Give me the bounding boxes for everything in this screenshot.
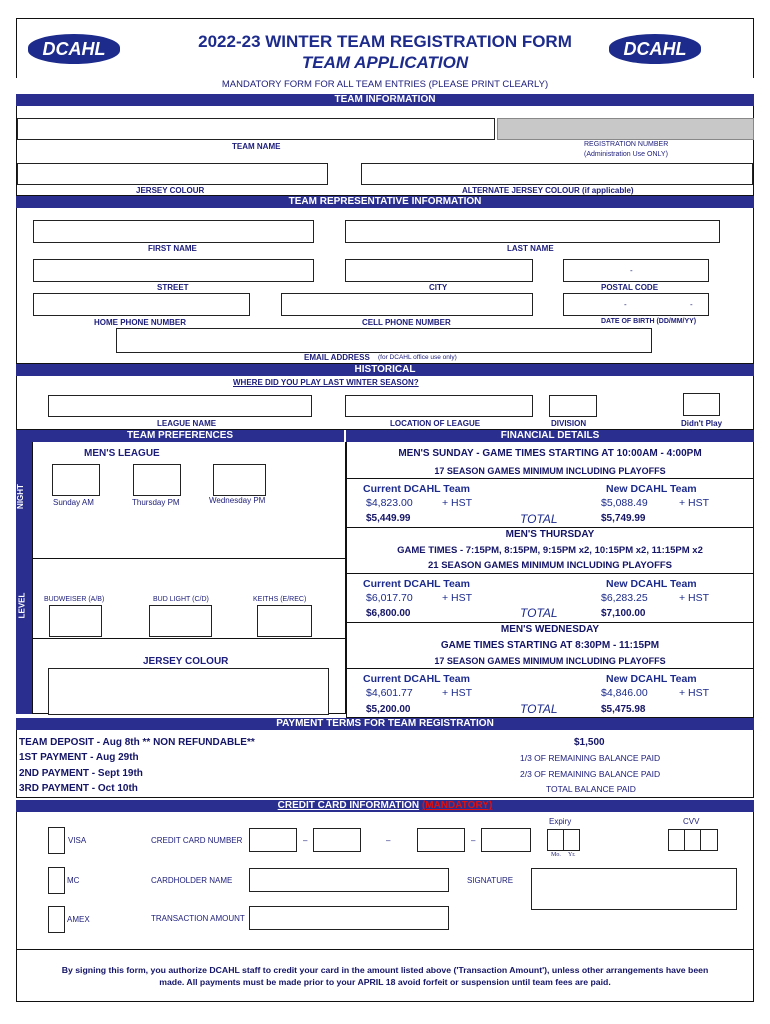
league-location-input[interactable]	[345, 395, 533, 417]
amex-label: AMEX	[67, 915, 90, 924]
cvv-digit-3[interactable]	[700, 829, 718, 851]
sunday-current-total: $5,449.99	[366, 513, 411, 524]
alt-jersey-colour-label: ALTERNATE JERSEY COLOUR (if applicable)	[462, 186, 634, 195]
postal-code-input[interactable]	[563, 259, 709, 282]
credit-card-title: CREDIT CARD INFORMATION	[277, 800, 420, 811]
team-name-label: TEAM NAME	[232, 142, 281, 151]
sunday-new-total: $5,749.99	[601, 513, 646, 524]
dob-dash-1: -	[624, 300, 627, 309]
payment-row-3-label: 3RD PAYMENT - Oct 10th	[19, 783, 138, 794]
level-keiths-checkbox[interactable]	[257, 605, 312, 637]
thursday-divider	[346, 573, 754, 574]
payment-row-2-value: 2/3 OF REMAINING BALANCE PAID	[520, 769, 661, 779]
team-preferences-header: TEAM PREFERENCES	[16, 430, 344, 442]
expiry-label: Expiry	[549, 817, 572, 826]
visa-label: VISA	[68, 836, 87, 845]
team-info-header: TEAM INFORMATION	[16, 94, 754, 106]
payment-row-0-value: $1,500	[574, 737, 605, 748]
postal-dash: -	[630, 266, 633, 275]
sunday-new-hst: + HST	[679, 497, 710, 509]
cvv-digit-1[interactable]	[668, 829, 685, 851]
thursday-current-hst: + HST	[442, 592, 473, 604]
historical-header: HISTORICAL	[16, 364, 754, 376]
thursday-end-line	[346, 622, 754, 623]
card-number-label: CREDIT CARD NUMBER	[151, 836, 243, 845]
dcahl-logo-right	[609, 34, 701, 64]
sunday-header: MEN'S SUNDAY - GAME TIMES STARTING AT 10:00AM - 4:00PM	[398, 448, 702, 459]
street-label: STREET	[157, 283, 189, 292]
sunday-total-label: TOTAL	[520, 512, 558, 526]
home-phone-input[interactable]	[33, 293, 250, 316]
wednesday-sub: 17 SEASON GAMES MINIMUM INCLUDING PLAYOFFS	[434, 656, 666, 666]
thursday-total-label: TOTAL	[520, 606, 558, 620]
sunday-new-price: $5,088.49	[601, 497, 648, 509]
wednesday-current-label: Current DCAHL Team	[363, 673, 470, 685]
postal-code-label: POSTAL CODE	[601, 283, 659, 292]
home-phone-label: HOME PHONE NUMBER	[94, 318, 187, 327]
team-name-input[interactable]	[17, 118, 495, 140]
sunday-current-hst: + HST	[442, 497, 473, 509]
level-keiths-label: KEITHS (E/REC)	[253, 596, 307, 603]
last-name-input[interactable]	[345, 220, 720, 243]
page-subtitle: TEAM APPLICATION	[301, 53, 469, 72]
wednesday-new-hst: + HST	[679, 687, 710, 699]
league-name-input[interactable]	[48, 395, 312, 417]
sunday-new-label: New DCAHL Team	[606, 483, 697, 495]
transaction-amount-label: TRANSACTION AMOUNT	[151, 914, 245, 923]
footer-frame	[16, 950, 754, 1002]
night-thursday-label: Thursday PM	[132, 498, 180, 507]
registration-number-field	[497, 118, 754, 140]
thursday-times: GAME TIMES - 7:15PM, 8:15PM, 9:15PM x2, 10:15PM x2, 11:15PM x2	[397, 545, 703, 556]
mandatory-note: MANDATORY FORM FOR ALL TEAM ENTRIES (PLEASE PRINT CLEARLY)	[221, 79, 549, 90]
thursday-new-price: $6,283.25	[601, 592, 648, 604]
cardholder-input[interactable]	[249, 868, 449, 892]
reg-number-sub: (Administration Use ONLY)	[584, 151, 668, 158]
cvv-label: CVV	[683, 817, 700, 826]
level-budweiser-checkbox[interactable]	[49, 605, 102, 637]
city-input[interactable]	[345, 259, 533, 282]
wednesday-new-label: New DCAHL Team	[606, 673, 697, 685]
signature-input[interactable]	[531, 868, 737, 910]
night-label: NIGHT	[15, 484, 25, 509]
expiry-year-input[interactable]	[563, 829, 580, 851]
thursday-sub: 21 SEASON GAMES MINIMUM INCLUDING PLAYOFFS	[427, 560, 673, 571]
cvv-digit-2[interactable]	[684, 829, 701, 851]
wednesday-header: MEN'S WEDNESDAY	[500, 624, 600, 635]
page-title: 2022-23 WINTER TEAM REGISTRATION FORM	[198, 32, 572, 51]
dcahl-logo-left	[28, 34, 120, 64]
first-name-label: FIRST NAME	[148, 244, 197, 253]
payment-row-3-value: TOTAL BALANCE PAID	[546, 784, 636, 794]
email-note: (for DCAHL office use only)	[378, 354, 457, 361]
mc-label: MC	[67, 876, 80, 885]
authorization-line-2: made. All payments must be made prior to your APRIL 18 avoid forfeit or suspension until team fees are paid.	[159, 977, 611, 987]
expiry-yr-label: Yr.	[568, 852, 576, 858]
cell-phone-input[interactable]	[281, 293, 533, 316]
cardholder-label: CARDHOLDER NAME	[151, 876, 233, 885]
preferences-divider-2	[32, 638, 345, 639]
dob-label: DATE OF BIRTH (DD/MM/YY)	[601, 318, 697, 325]
wednesday-total-label: TOTAL	[520, 702, 558, 716]
night-thursday-checkbox[interactable]	[133, 464, 181, 496]
first-name-input[interactable]	[33, 220, 314, 243]
thursday-current-total: $6,800.00	[366, 608, 411, 619]
mc-checkbox[interactable]	[48, 867, 65, 894]
city-label: CITY	[429, 283, 448, 292]
expiry-month-input[interactable]	[547, 829, 564, 851]
night-side-bar	[16, 442, 32, 714]
transaction-amount-input[interactable]	[249, 906, 449, 930]
level-budlight-label: BUD LIGHT (C/D)	[153, 596, 209, 603]
night-wednesday-label: Wednesday PM	[209, 496, 266, 505]
level-budweiser-label: BUDWEISER (A/B)	[44, 596, 105, 603]
card-dash-3: –	[471, 836, 476, 845]
preferences-divider-1	[32, 558, 345, 559]
league-name-label: LEAGUE NAME	[157, 419, 217, 428]
wednesday-current-total: $5,200.00	[366, 704, 411, 715]
jersey-colour-label: JERSEY COLOUR	[136, 186, 205, 195]
thursday-header: MEN'S THURSDAY	[505, 529, 595, 540]
card-number-part-4[interactable]	[481, 828, 531, 852]
expiry-mo-label: Mo.	[551, 852, 561, 858]
email-label: EMAIL ADDRESS	[304, 353, 370, 362]
wednesday-divider	[346, 668, 754, 669]
night-wednesday-checkbox[interactable]	[213, 464, 266, 496]
card-number-part-3[interactable]	[417, 828, 465, 852]
reg-number-label: REGISTRATION NUMBER	[584, 141, 669, 148]
night-sunday-checkbox[interactable]	[52, 464, 100, 496]
location-label: LOCATION OF LEAGUE	[390, 419, 481, 428]
sunday-divider	[346, 478, 754, 479]
authorization-line-1: By signing this form, you authorize DCAHL staff to credit your card in the amount listed above ('Transaction Amount'), unless other arrangements have been	[61, 965, 709, 975]
wednesday-new-price: $4,846.00	[601, 687, 648, 699]
payment-row-0-label: TEAM DEPOSIT - Aug 8th ** NON REFUNDABLE**	[19, 737, 255, 748]
division-input[interactable]	[549, 395, 597, 417]
last-name-label: LAST NAME	[507, 244, 554, 253]
logo-right-text: DCAHL	[623, 38, 687, 59]
cell-phone-label: CELL PHONE NUMBER	[362, 318, 451, 327]
level-label: LEVEL	[17, 592, 27, 619]
thursday-new-label: New DCAHL Team	[606, 578, 697, 590]
mens-league-label: MEN'S LEAGUE	[84, 448, 160, 459]
card-number-part-2[interactable]	[313, 828, 361, 852]
thursday-current-price: $6,017.70	[366, 592, 413, 604]
street-input[interactable]	[33, 259, 314, 282]
credit-card-mandatory: (MANDATORY)	[421, 800, 493, 811]
card-number-part-1[interactable]	[249, 828, 297, 852]
payment-row-1-value: 1/3 OF REMAINING BALANCE PAID	[520, 753, 661, 763]
didnt-play-checkbox[interactable]	[683, 393, 720, 416]
payment-row-2-label: 2ND PAYMENT - Sept 19th	[19, 768, 143, 779]
payment-row-1-label: 1ST PAYMENT - Aug 29th	[19, 752, 139, 763]
financial-details-header: FINANCIAL DETAILS	[346, 430, 754, 442]
level-budlight-checkbox[interactable]	[149, 605, 212, 637]
pref-jersey-colour-input[interactable]	[48, 668, 329, 715]
sunday-sub: 17 SEASON GAMES MINIMUM INCLUDING PLAYOFFS	[434, 466, 666, 476]
dob-dash-2: -	[690, 300, 693, 309]
visa-checkbox[interactable]	[48, 827, 65, 854]
didnt-play-label: Didn't Play	[681, 419, 723, 428]
thursday-new-total: $7,100.00	[601, 608, 646, 619]
sunday-end-line	[346, 527, 754, 528]
alt-jersey-colour-input[interactable]	[361, 163, 753, 185]
jersey-colour-input[interactable]	[17, 163, 328, 185]
team-rep-header: TEAM REPRESENTATIVE INFORMATION	[16, 196, 754, 208]
email-input[interactable]	[116, 328, 652, 353]
dob-input[interactable]	[563, 293, 709, 316]
night-sunday-label: Sunday AM	[53, 498, 94, 507]
pref-jersey-colour-label: JERSEY COLOUR	[143, 656, 229, 667]
payment-terms-header: PAYMENT TERMS FOR TEAM REGISTRATION	[16, 718, 754, 730]
wednesday-current-price: $4,601.77	[366, 687, 413, 699]
thursday-new-hst: + HST	[679, 592, 710, 604]
credit-card-header	[16, 800, 754, 812]
sunday-current-price: $4,823.00	[366, 497, 413, 509]
wednesday-current-hst: + HST	[442, 687, 473, 699]
sunday-current-label: Current DCAHL Team	[363, 483, 470, 495]
card-dash-1: –	[303, 836, 308, 845]
amex-checkbox[interactable]	[48, 906, 65, 933]
wednesday-new-total: $5,475.98	[601, 704, 646, 715]
thursday-current-label: Current DCAHL Team	[363, 578, 470, 590]
historical-question: WHERE DID YOU PLAY LAST WINTER SEASON?	[233, 378, 419, 387]
wednesday-times: GAME TIMES STARTING AT 8:30PM - 11:15PM	[440, 640, 660, 651]
signature-label: SIGNATURE	[467, 876, 514, 885]
card-dash-2: –	[386, 836, 391, 845]
logo-left-text: DCAHL	[42, 38, 106, 59]
division-label: DIVISION	[551, 419, 587, 428]
